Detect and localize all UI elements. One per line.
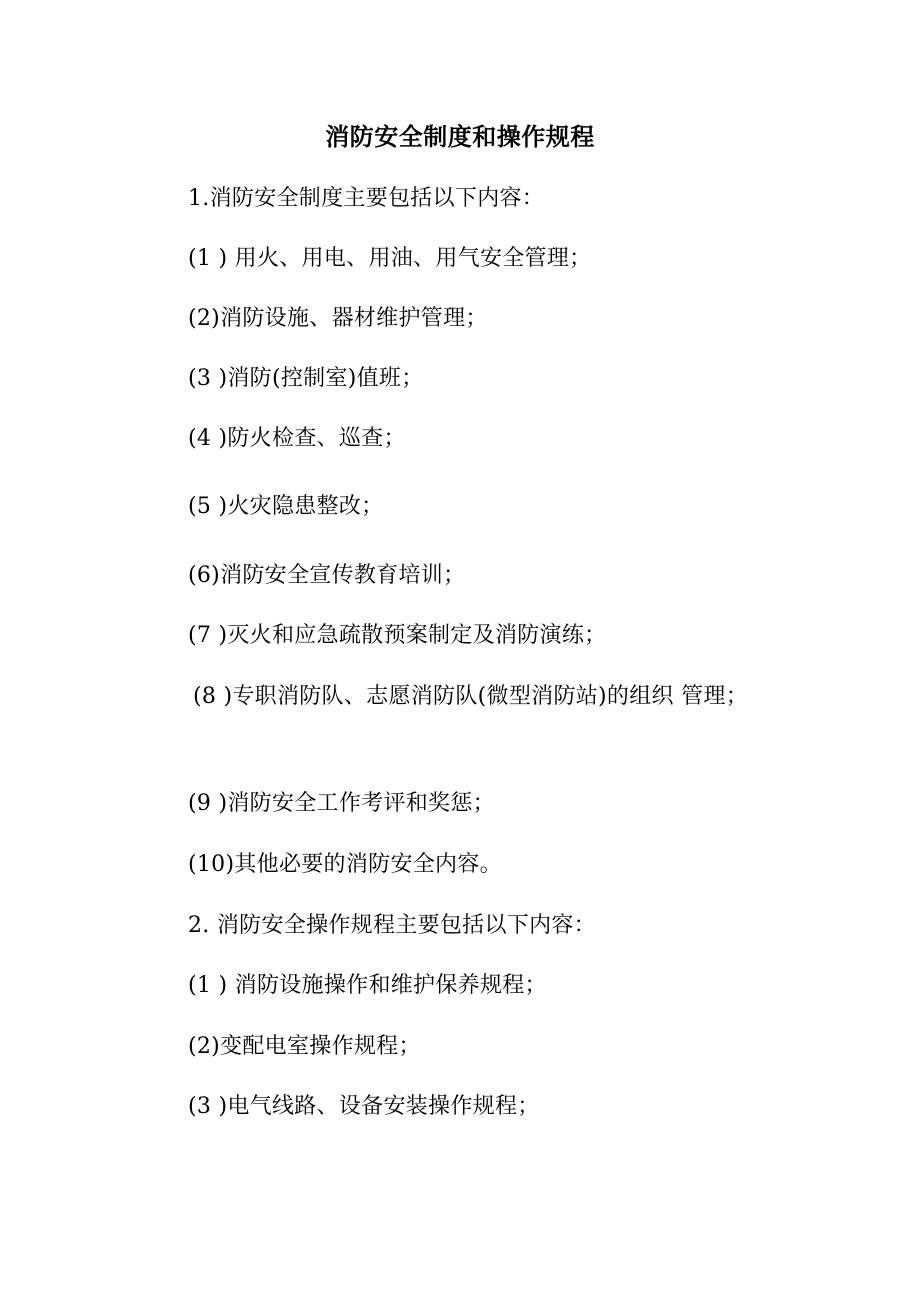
list-item: (1 ) 用火、用电、用油、用气安全管理；: [188, 246, 592, 271]
list-item: (10)其他必要的消防安全内容。: [188, 852, 502, 877]
list-item: (5 )火灾隐患整改；: [188, 494, 384, 519]
section-1-heading: 1.消防安全制度主要包括以下内容：: [188, 186, 545, 211]
list-item: (3 )消防(控制室)值班；: [188, 366, 424, 391]
list-item: (2)消防设施、器材维护管理；: [188, 306, 488, 331]
list-item: (7 )灭火和应急疏散预案制定及消防演练；: [188, 623, 607, 648]
list-item: (9 )消防安全工作考评和奖惩；: [188, 791, 495, 816]
section-2-heading: 2. 消防安全操作规程主要包括以下内容：: [188, 913, 596, 938]
list-item-wrapped: (8 )专职消防队、志愿消防队(微型消防站)的组织 管理；: [193, 684, 749, 709]
list-item: (4 )防火检查、巡查；: [188, 426, 406, 451]
document-title: 消防安全制度和操作规程: [325, 122, 595, 151]
list-item: (6)消防安全宣传教育培训；: [188, 563, 466, 588]
list-item: (2)变配电室操作规程；: [188, 1034, 421, 1059]
list-item: (3 )电气线路、设备安装操作规程；: [188, 1094, 540, 1119]
list-item: (1 ) 消防设施操作和维护保养规程；: [188, 973, 547, 998]
